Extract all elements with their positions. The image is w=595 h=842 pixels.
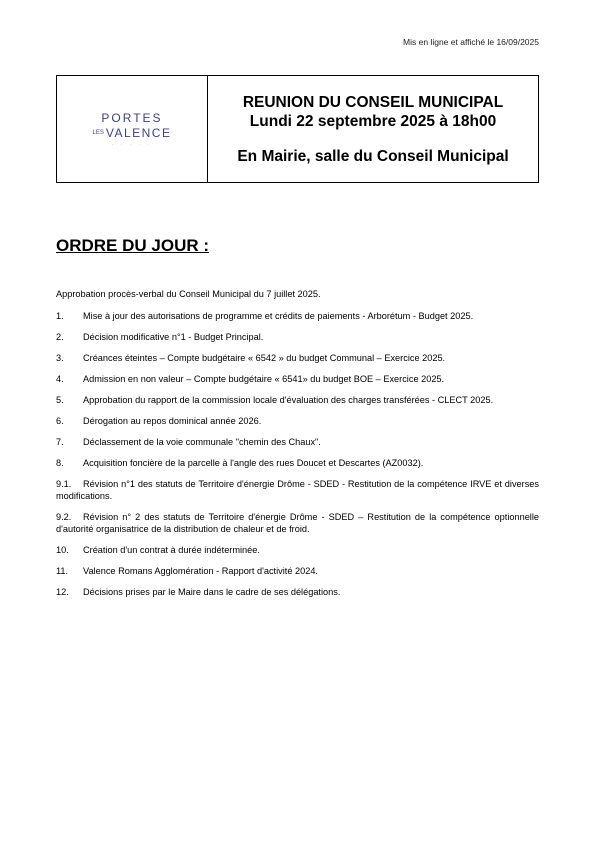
agenda-item-number: 4. bbox=[56, 374, 64, 384]
agenda-item-number: 12. bbox=[56, 587, 69, 597]
title-cell bbox=[208, 76, 538, 182]
agenda-item bbox=[56, 415, 539, 427]
agenda-item bbox=[56, 436, 539, 448]
agenda-item-text: Valence Romans Agglomération - Rapport d'activité 2024. bbox=[83, 566, 318, 576]
posted-notice: Mis en ligne et affiché le 16/09/2025 bbox=[403, 37, 539, 47]
agenda-item-number: 9.2. bbox=[56, 512, 72, 522]
logo-les: LES bbox=[92, 130, 104, 137]
agenda-item-number: 11. bbox=[56, 566, 69, 576]
portes-les-valence-logo bbox=[93, 111, 172, 148]
agenda-item bbox=[56, 511, 539, 535]
agenda-item bbox=[56, 586, 539, 598]
agenda-item-text: Approbation du rapport de la commission locale d'évaluation des charges transférées - CLECT 2025. bbox=[83, 395, 494, 405]
logo-line2 bbox=[93, 126, 172, 140]
meeting-title: REUNION DU CONSEIL MUNICIPAL bbox=[242, 93, 504, 111]
agenda-item bbox=[56, 310, 539, 322]
agenda-item-text: Décision modificative n°1 - Budget Principal. bbox=[83, 332, 264, 342]
agenda-item-text: Acquisition foncière de la parcelle à l'angle des rues Doucet et Descartes (AZ0032). bbox=[83, 458, 424, 468]
agenda-item-text: Révision n°1 des statuts de Territoire d'énergie Drôme - SDED - Restitution de la compétence IRVE et diverses modifications. bbox=[56, 479, 539, 501]
agenda-item-text: Mise à jour des autorisations de programme et crédits de paiements - Arborétum - Budget 2025. bbox=[83, 311, 474, 321]
agenda-item-number: 9.1. bbox=[56, 479, 72, 489]
agenda-item bbox=[56, 457, 539, 469]
agenda-item bbox=[56, 565, 539, 577]
agenda-list bbox=[56, 288, 539, 607]
agenda-item-text: Décisions prises par le Maire dans le cadre de ses délégations. bbox=[83, 587, 341, 597]
logo-dots: · · · · · bbox=[111, 141, 153, 148]
header-box bbox=[56, 75, 539, 183]
agenda-item bbox=[56, 331, 539, 343]
meeting-date: Lundi 22 septembre 2025 à 18h00 bbox=[249, 112, 497, 130]
agenda-item-number: 3. bbox=[56, 353, 64, 363]
agenda-item-number: 7. bbox=[56, 437, 64, 447]
agenda-item bbox=[56, 373, 539, 385]
agenda-item bbox=[56, 352, 539, 364]
agenda-item-number: 1. bbox=[56, 311, 64, 321]
agenda-item bbox=[56, 544, 539, 556]
agenda-item bbox=[56, 394, 539, 406]
agenda-item-number: 6. bbox=[56, 416, 64, 426]
agenda-heading: ORDRE DU JOUR : bbox=[56, 236, 210, 255]
agenda-intro: Approbation procès-verbal du Conseil Municipal du 7 juillet 2025. bbox=[56, 289, 321, 299]
logo-line1: PORTES bbox=[101, 110, 163, 125]
agenda-item-number: 8. bbox=[56, 458, 64, 468]
logo-valence: VALENCE bbox=[105, 125, 172, 140]
agenda-item-number: 2. bbox=[56, 332, 64, 342]
agenda-item-text: Créances éteintes – Compte budgétaire « 6542 » du budget Communal – Exercice 2025. bbox=[83, 353, 446, 363]
meeting-location: En Mairie, salle du Conseil Municipal bbox=[237, 147, 509, 165]
agenda-item-text: Révision n° 2 des statuts de Territoire d'énergie Drôme - SDED – Restitution de la compétence optionnelle d'autorité organisatrice de la distribution de chaleur et de froid. bbox=[56, 512, 539, 534]
logo-cell bbox=[57, 76, 208, 182]
agenda-item-text: Admission en non valeur – Compte budgétaire « 6541» du budget BOE – Exercice 2025. bbox=[83, 374, 445, 384]
agenda-item-text: Déclassement de la voie communale "chemin des Chaux". bbox=[83, 437, 321, 447]
agenda-item-text: Dérogation au repos dominical année 2026. bbox=[83, 416, 262, 426]
agenda-item-text: Création d'un contrat à durée indéterminée. bbox=[83, 545, 260, 555]
agenda-item-number: 10. bbox=[56, 545, 69, 555]
agenda-item bbox=[56, 478, 539, 502]
agenda-item-number: 5. bbox=[56, 395, 64, 405]
